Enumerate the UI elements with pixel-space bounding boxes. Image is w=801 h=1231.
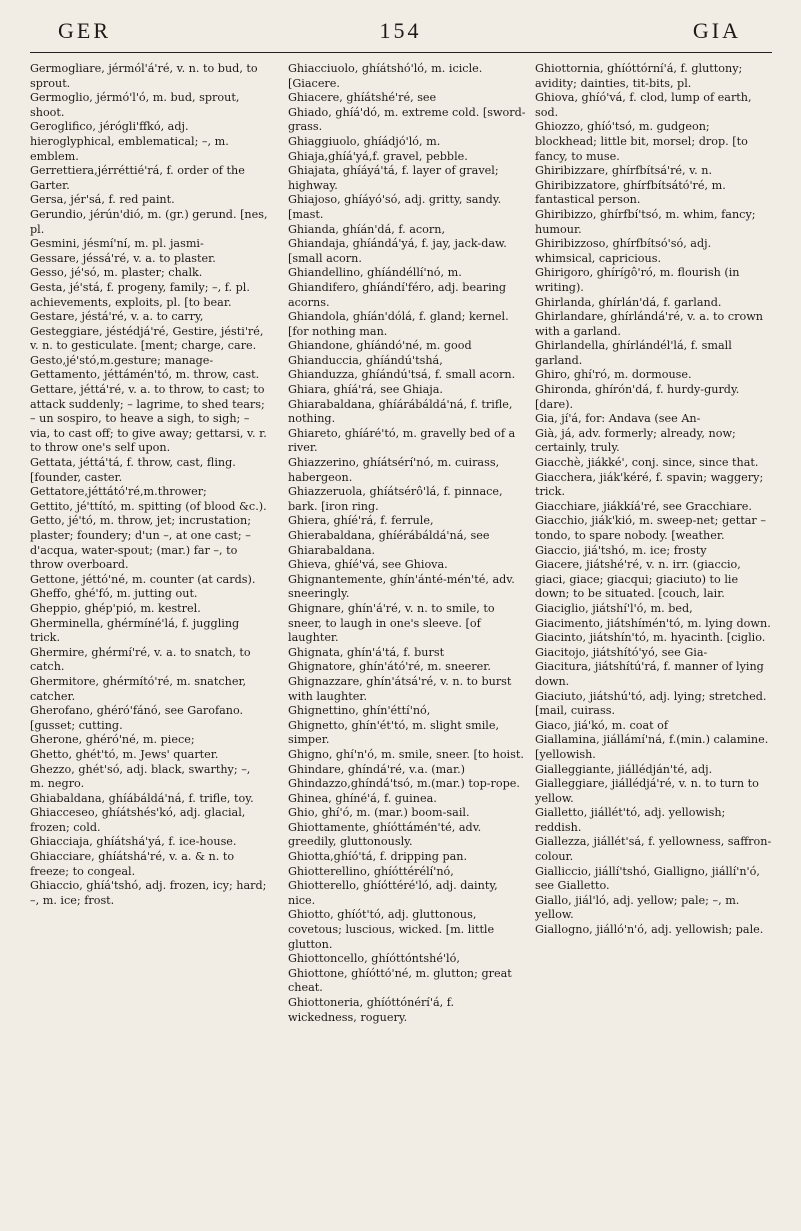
dictionary-entry: Ghiandaja, ghíándá'yá, f. jay, jack-daw. [small acorn. — [288, 237, 507, 265]
dictionary-entry: Giacchiare, jiákkíá'ré, see Gracchiare. — [535, 499, 752, 513]
dictionary-entry: Gettone, jéttó'né, m. counter (at cards). — [30, 572, 256, 586]
dictionary-entry: Gerrettiera,jérréttié'rá, f. order of the Garter. — [30, 164, 245, 192]
dictionary-entry: Ghiaccio, ghíá'tshó, adj. frozen, icy; hard; –, m. ice; frost. — [30, 879, 267, 907]
dictionary-entry: Ghiara, ghíá'rá, see Ghiaja. — [288, 383, 443, 397]
running-head-right: GIA — [692, 18, 741, 43]
dictionary-entry: Giacchio, jiák'kió, m. sweep-net; gettar – tondo, to spare nobody. [weather. — [535, 514, 766, 542]
dictionary-entry: Ghiazzeruola, ghíátsérô'lá, f. pinnace, bark. [iron ring. — [288, 485, 503, 513]
dictionary-entry: Gherminella, ghérmíné'lá, f. juggling trick. — [30, 616, 240, 645]
dictionary-entry: Ghiova, ghíó'vá, f. clod, lump of earth, sod. — [535, 91, 752, 119]
dictionary-entry: Ghiotterello, ghíóttéré'ló, adj. dainty, nice. — [288, 879, 498, 907]
dictionary-entry: Ghiarabaldana, ghíárábáldá'ná, f. trifle, nothing. — [288, 397, 513, 426]
dictionary-entry: Ghignata, ghín'á'tá, f. burst — [288, 645, 445, 659]
dictionary-entry: Gesso, jé'só, m. plaster; chalk. — [30, 266, 203, 280]
dictionary-entry: Ghignettino, ghín'éttí'nó, — [288, 704, 431, 718]
running-head-left: GER — [58, 18, 111, 43]
dictionary-entry: Ghiribizzare, ghírfbítsá'ré, v. n. — [535, 164, 713, 178]
dictionary-entry: Gialleggiare, jiállédjá'ré, v. n. to turn to yellow. — [535, 777, 759, 805]
dictionary-entry: Gesteggiare, jéstédjá'ré, Gestire, jésti'ré, v. n. to gesticulate. [ment; charge, care. — [30, 324, 264, 353]
dictionary-entry: Ghindazzo,ghíndá'tsó, m.(mar.) top-rope. — [288, 777, 520, 791]
dictionary-entry: Giaciglio, jiátshí'l'ó, m. bed, — [535, 601, 693, 615]
header-rule — [30, 52, 772, 53]
dictionary-entry: Ghiozzo, ghíó'tsó, m. gudgeon; blockhead; little bit, morsel; drop. [to fancy, to muse. — [535, 120, 748, 163]
dictionary-entry: Ghetto, ghét'tó, m. Jews' quarter. — [30, 747, 219, 761]
dictionary-entry: Giacchè, jiákké', conj. since, since that. — [535, 456, 759, 470]
dictionary-entry: Giacitura, jiátshítú'rá, f. manner of lying down. — [535, 660, 764, 688]
dictionary-entry: Ghiacciare, ghíátshá'ré, v. a. & n. to freeze; to congeal. — [30, 850, 235, 878]
dictionary-entry: Giacere, jiátshé'ré, v. n. irr. (giaccio, giaci, giace; giacqui; giaciuto) to lie down; to be situated. [couch, lair. — [535, 558, 741, 601]
dictionary-entry: Ghirlanda, ghírlán'dá, f. garland. — [535, 295, 722, 309]
dictionary-entry: Ghiribizzo, ghírfbí'tsó, m. whim, fancy; humour. — [535, 207, 756, 236]
dictionary-entry: Ghiandellino, ghíándéllí'nó, m. — [288, 266, 462, 280]
dictionary-entry: Ghiacciaja, ghíátshá'yá, f. ice-house. — [30, 835, 237, 849]
dictionary-entry: Ghignetto, ghín'ét'tó, m. slight smile, simper. — [288, 718, 500, 747]
dictionary-entry: Ghieva, ghíé'vá, see Ghiova. — [288, 558, 448, 572]
dictionary-column-3 — [535, 62, 773, 1222]
dictionary-entry: Ghignantemente, ghín'ánté-mén'té, adv. sneeringly. — [288, 572, 515, 601]
dictionary-entry: Ghindare, ghíndá'ré, v.a. (mar.) — [288, 762, 465, 776]
dictionary-entry: Ghiottoneria, ghíóttónérí'á, f. wickedness, roguery. — [288, 996, 455, 1024]
dictionary-entry: Ghiotto, ghíót'tó, adj. gluttonous, covetous; luscious, wicked. [m. little glutton. — [288, 908, 495, 951]
dictionary-entry: Ghiottone, ghíóttó'né, m. glutton; great cheat. — [288, 966, 512, 995]
dictionary-entry: Ghiado, ghíá'dó, m. extreme cold. [sword-grass. — [288, 105, 526, 134]
dictionary-entry: Gialliccio, jiállí'tshó, Gialligno, jiállí'n'ó, see Gialletto. — [535, 864, 760, 893]
dictionary-entry: Gettata, jéttá'tá, f. throw, cast, fling. [founder, caster. — [30, 456, 236, 484]
dictionary-entry: Ghiacere, ghíátshé'ré, see — [288, 91, 437, 105]
dictionary-entry: Giacchera, jiák'kéré, f. spavin; waggery; trick. — [535, 470, 764, 499]
dictionary-entry: Gesta, jé'stá, f. progeny, family; –, f. pl. achievements, exploits, pl. [to bear. — [30, 280, 250, 309]
dictionary-entry: Gheppio, ghép'pió, m. kestrel. — [30, 601, 201, 615]
dictionary-entry: Ghiajata, ghíáyá'tá, f. layer of gravel; highway. — [288, 164, 499, 192]
dictionary-column-1 — [30, 62, 268, 1222]
dictionary-entry: Ghermire, ghérmí'ré, v. a. to snatch, to catch. — [30, 645, 251, 674]
dictionary-entry: Ghirlandella, ghírlándél'lá, f. small garland. — [535, 339, 732, 367]
dictionary-entry: Ghierabaldana, ghíérábáldá'ná, see Ghiarabaldana. — [288, 529, 490, 557]
dictionary-entry: Ghiribizzatore, ghírfbítsátó'ré, m. fantastical person. — [535, 178, 726, 207]
page-number: 154 — [379, 18, 422, 43]
dictionary-entry: Ghignare, ghín'á'ré, v. n. to smile, to sneer, to laugh in one's sleeve. [of laughter. — [288, 601, 495, 645]
dictionary-entry: Getto, jé'tó, m. throw, jet; incrustation; plaster; foundery; d'un –, at one cast; – d'acqua, water-spout; (mar.) far –, to throw overboard. — [30, 514, 251, 572]
dictionary-entry: Gialleggiante, jiállédján'té, adj. — [535, 762, 713, 776]
dictionary-entry: Ghiotta,ghíó'tá, f. dripping pan. — [288, 850, 468, 864]
dictionary-entry: Gherofano, ghéró'fánó, see Garofano. [gusset; cutting. — [30, 704, 244, 732]
dictionary-entry: Ghignazzare, ghín'átsá'ré, v. n. to burst with laughter. — [288, 674, 512, 703]
dictionary-entry: Ghignatore, ghín'átó'ré, m. sneerer. — [288, 660, 491, 674]
dictionary-entry: Ghiajoso, ghíáyó'só, adj. gritty, sandy. [mast. — [288, 193, 502, 221]
dictionary-entry: Ghiandone, ghíándó'né, m. good — [288, 339, 472, 353]
dictionary-entry: Ghianda, ghíán'dá, f. acorn, — [288, 222, 446, 236]
dictionary-entry: Geroglifico, jérógli'ffkó, adj. hieroglyphical, emblematical; –, m. emblem. — [30, 120, 229, 163]
dictionary-entry: Gheffo, ghé'fó, m. jutting out. — [30, 587, 198, 601]
dictionary-entry: Gesmini, jésmí'ní, m. pl. jasmi- — [30, 237, 204, 251]
dictionary-entry: Giallezza, jiállét'sá, f. yellowness, saffron-colour. — [535, 835, 772, 864]
dictionary-entry: Ghianduzza, ghíándú'tsá, f. small acorn. — [288, 368, 516, 382]
dictionary-entry: Giaco, jiá'kó, m. coat of — [535, 718, 669, 732]
dictionary-entry: Ghinea, ghíné'á, f. guinea. — [288, 791, 437, 805]
dictionary-entry: Gersa, jér'sá, f. red paint. — [30, 193, 175, 207]
dictionary-entry: Ghiro, ghí'ró, m. dormouse. — [535, 368, 692, 382]
dictionary-entry: Gettito, jé'ttító, m. spitting (of blood &c.). — [30, 499, 267, 513]
dictionary-entry: Gesto,jé'stó,m.gesture; manage- — [30, 353, 214, 367]
dictionary-entry: Ghirlandare, ghírlándá'ré, v. a. to crown with a garland. — [535, 310, 763, 338]
dictionary-entry: Ghirigoro, ghírígô'ró, m. flourish (in writing). — [535, 266, 740, 294]
dictionary-entry: Ghianduccia, ghíándú'tshá, — [288, 353, 443, 367]
dictionary-entry: Ghiottornia, ghíóttórní'á, f. gluttony; avidity; dainties, tit-bits, pl. — [535, 62, 743, 90]
dictionary-entry: Gherone, ghéró'né, m. piece; — [30, 733, 195, 747]
dictionary-entry: Già, já, adv. formerly; already, now; certainly, truly. — [535, 426, 736, 455]
dictionary-entry: Gettare, jéttá'ré, v. a. to throw, to cast; to attack suddenly; – lagrime, to shed tears; – un sospiro, to heave a sigh, to sigh; – via, to cast off; to give away; gettarsi, v. r. to throw one's self upon. — [30, 383, 267, 455]
dictionary-entry: Gerundio, jérún'dió, m. (gr.) gerund. [nes, pl. — [30, 207, 268, 236]
dictionary-entry: Gettamento, jéttámén'tó, m. throw, cast. — [30, 368, 260, 382]
dictionary-entry: Ghiribizzoso, ghírfbítsó'só, adj. whimsical, capricious. — [535, 237, 712, 265]
dictionary-entry: Ghezzo, ghét'só, adj. black, swarthy; –, m. negro. — [30, 762, 251, 791]
dictionary-entry: Ghiazzerino, ghíátsérí'nó, m. cuirass, habergeon. — [288, 456, 500, 484]
dictionary-entry: Ghiandifero, ghíándí'féro, adj. bearing acorns. — [288, 280, 507, 309]
dictionary-entry: Giacitojo, jiátshító'yó, see Gia- — [535, 645, 708, 659]
dictionary-entry: Ghiotterellino, ghíóttérélí'nó, — [288, 864, 454, 878]
dictionary-entry: Giallogno, jiálló'n'ó, adj. yellowish; pale. — [535, 923, 764, 937]
dictionary-entry: Gestare, jéstá'ré, v. a. to carry, — [30, 310, 204, 324]
dictionary-entry: Germoglio, jérmó'l'ó, m. bud, sprout, shoot. — [30, 91, 240, 119]
dictionary-entry: Ghiottamente, ghíóttámén'té, adv. greedily, gluttonously. — [288, 820, 482, 849]
dictionary-entry: Gettatore,jéttátó'ré,m.thrower; — [30, 485, 207, 499]
dictionary-entry: Gialletto, jiállét'tó, adj. yellowish; reddish. — [535, 806, 726, 834]
dictionary-entry: Giacimento, jiátshímén'tó, m. lying down. — [535, 616, 771, 630]
dictionary-entry: Giaciuto, jiátshú'tó, adj. lying; stretched. [mail, cuirass. — [535, 689, 767, 718]
dictionary-entry: Ghiaja,ghíá'yá,f. gravel, pebble. — [288, 149, 468, 163]
dictionary-entry: Giallamina, jiállámí'ná, f.(min.) calamine. [yellowish. — [535, 733, 769, 761]
dictionary-entry: Ghiaggiuolo, ghíádjó'ló, m. — [288, 134, 441, 148]
dictionary-entry: Germogliare, jérmól'á'ré, v. n. to bud, to sprout. — [30, 62, 258, 90]
dictionary-entry: Gessare, jéssá'ré, v. a. to plaster. — [30, 251, 216, 265]
dictionary-entry: Giacinto, jiátshín'tó, m. hyacinth. [ciglio. — [535, 631, 766, 645]
dictionary-entry: Ghiottoncello, ghíóttóntshé'ló, — [288, 952, 460, 966]
dictionary-entry: Ghiandola, ghíán'dólá, f. gland; kernel. [for nothing man. — [288, 310, 509, 338]
dictionary-entry: Ghiareto, ghíáré'tó, m. gravelly bed of a river. — [288, 426, 516, 455]
dictionary-entry: Ghiacceseo, ghíátshés'kó, adj. glacial, frozen; cold. — [30, 806, 246, 834]
dictionary-entry: Ghiacciuolo, ghíátshó'ló, m. icicle. [Giacere. — [288, 62, 483, 90]
dictionary-entry: Ghironda, ghírón'dá, f. hurdy-gurdy. [dare). — [535, 383, 740, 411]
dictionary-entry: Ghio, ghí'ó, m. (mar.) boom-sail. — [288, 806, 470, 820]
dictionary-entry: Gia, jí'á, for: Andava (see An- — [535, 412, 701, 426]
dictionary-entry: Ghiabaldana, ghíábáldá'ná, f. trifle, toy. — [30, 791, 254, 805]
dictionary-entry: Ghigno, ghí'n'ó, m. smile, sneer. [to hoist. — [288, 747, 524, 761]
page-header — [0, 0, 801, 60]
dictionary-entry: Giallo, jiál'ló, adj. yellow; pale; –, m. yellow. — [535, 893, 740, 922]
dictionary-entry: Ghermitore, ghérmító'ré, m. snatcher, catcher. — [30, 674, 247, 703]
dictionary-entry: Ghiera, ghíé'rá, f. ferrule, — [288, 514, 434, 528]
dictionary-column-2 — [288, 62, 526, 1222]
dictionary-entry: Giaccio, jiá'tshó, m. ice; frosty — [535, 543, 707, 557]
